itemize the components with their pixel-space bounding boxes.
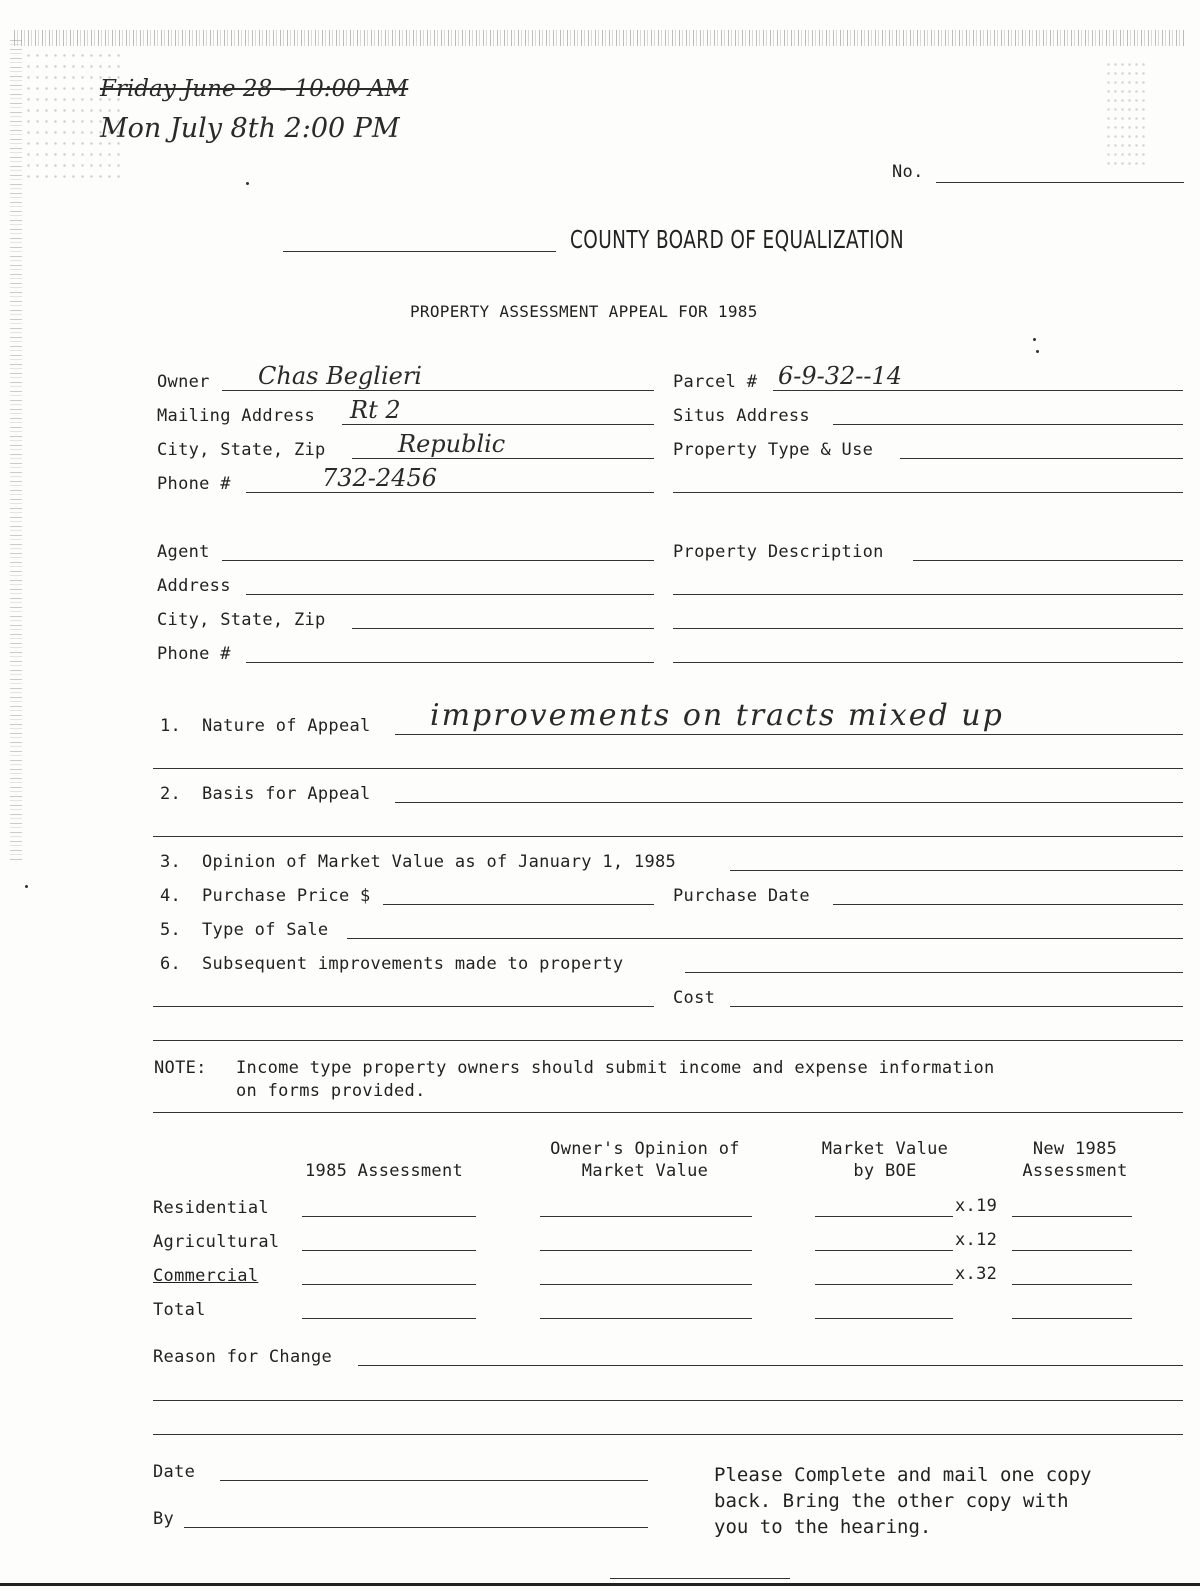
property-type-label: Property Type & Use — [673, 440, 874, 460]
phone-value: 732-2456 — [322, 464, 437, 492]
reason-for-change-label: Reason for Change — [153, 1347, 333, 1367]
nature-of-appeal-value: improvements on tracts mixed up — [430, 698, 1004, 733]
residential-owner-opinion-field[interactable] — [540, 1216, 752, 1217]
scan-noise-right — [1105, 60, 1145, 170]
mailing-instructions: Please Complete and mail one copy back. Bring the other copy with you to the hearing. — [714, 1464, 1092, 1538]
type-of-sale-field[interactable] — [347, 938, 1183, 939]
parcel-label: Parcel # — [673, 372, 758, 392]
reason-for-change-field-2[interactable] — [153, 1400, 1183, 1401]
situs-address-label: Situs Address — [673, 406, 810, 426]
commercial-owner-opinion-field[interactable] — [540, 1284, 752, 1285]
q3-number: 3. — [160, 852, 182, 872]
property-description-field-2[interactable] — [673, 594, 1183, 595]
property-type-field[interactable] — [900, 458, 1183, 459]
speck — [1033, 338, 1036, 341]
date-label: Date — [153, 1462, 196, 1482]
agricultural-assessment-field[interactable] — [302, 1250, 476, 1251]
mailing-address-field[interactable] — [342, 424, 654, 425]
owner-field[interactable] — [222, 390, 654, 391]
city-state-zip-label: City, State, Zip — [157, 440, 326, 460]
commercial-boe-field[interactable] — [815, 1284, 953, 1285]
residential-factor: x.19 — [955, 1196, 998, 1216]
q6-label: Subsequent improvements made to property — [202, 954, 624, 974]
city-state-zip-value: Republic — [398, 430, 506, 458]
speck — [246, 182, 249, 185]
q3-label: Opinion of Market Value as of January 1, 1985 — [202, 852, 677, 872]
hearing-date: Mon July 8th 2:00 PM — [100, 113, 400, 144]
date-field[interactable] — [220, 1480, 648, 1481]
purchase-price-field[interactable] — [383, 904, 654, 905]
total-new-assessment-field[interactable] — [1012, 1318, 1132, 1319]
residential-boe-field[interactable] — [815, 1216, 953, 1217]
number-field[interactable] — [936, 182, 1184, 183]
cost-label: Cost — [673, 988, 716, 1008]
speck — [1036, 350, 1039, 353]
purchase-date-field[interactable] — [833, 904, 1183, 905]
col-owner-opinion-1: Owner's Opinion of — [550, 1139, 740, 1159]
nature-of-appeal-field-2[interactable] — [153, 768, 1183, 769]
county-name-field[interactable] — [283, 251, 556, 252]
situs-address-field[interactable] — [833, 424, 1183, 425]
total-boe-field[interactable] — [815, 1318, 953, 1319]
property-description-field-3[interactable] — [673, 628, 1183, 629]
reason-for-change-field-3[interactable] — [153, 1434, 1183, 1435]
agent-city-label: City, State, Zip — [157, 610, 326, 630]
owner-label: Owner — [157, 372, 210, 392]
form-subtitle: PROPERTY ASSESSMENT APPEAL FOR 1985 — [410, 302, 758, 321]
struck-hearing-date: Friday June 28 - 10:00 AM — [100, 76, 409, 102]
agent-address-field[interactable] — [246, 594, 654, 595]
agricultural-new-assessment-field[interactable] — [1012, 1250, 1132, 1251]
note-line-1: Income type property owners should submit income and expense information — [236, 1058, 995, 1078]
note-line-2: on forms provided. — [236, 1081, 426, 1101]
col-boe-1: Market Value — [821, 1139, 949, 1159]
agricultural-owner-opinion-field[interactable] — [540, 1250, 752, 1251]
q4-label: Purchase Price $ — [202, 886, 371, 906]
total-owner-opinion-field[interactable] — [540, 1318, 752, 1319]
q2-number: 2. — [160, 784, 182, 804]
cost-field[interactable] — [730, 1006, 1183, 1007]
col-new-1: New 1985 — [1032, 1139, 1118, 1159]
improvements-field-3[interactable] — [153, 1040, 1183, 1041]
row-label-residential: Residential — [153, 1198, 269, 1218]
q4-number: 4. — [160, 886, 182, 906]
q2-label: Basis for Appeal — [202, 784, 371, 804]
bottom-scan-line — [610, 1578, 790, 1579]
city-state-zip-field[interactable] — [352, 458, 654, 459]
parcel-value: 6-9-32--14 — [778, 362, 903, 390]
col-boe-2: by BOE — [853, 1161, 917, 1181]
agent-address-label: Address — [157, 576, 231, 596]
owner-value: Chas Beglieri — [258, 362, 422, 390]
speck — [25, 885, 28, 888]
residential-new-assessment-field[interactable] — [1012, 1216, 1132, 1217]
row-label-commercial: Commercial — [153, 1266, 259, 1286]
mailing-address-label: Mailing Address — [157, 406, 316, 426]
agent-phone-label: Phone # — [157, 644, 231, 664]
row-label-agricultural: Agricultural — [153, 1232, 280, 1252]
mailing-address-value: Rt 2 — [350, 396, 401, 424]
residential-assessment-field[interactable] — [302, 1216, 476, 1217]
by-field[interactable] — [184, 1527, 648, 1528]
note-label: NOTE: — [154, 1058, 207, 1078]
agent-city-field[interactable] — [352, 628, 654, 629]
q5-number: 5. — [160, 920, 182, 940]
agricultural-factor: x.12 — [955, 1230, 998, 1250]
col-1985-assessment: 1985 Assessment — [305, 1161, 464, 1181]
property-type-field-2[interactable] — [673, 492, 1183, 493]
basis-for-appeal-field[interactable] — [395, 802, 1183, 803]
scan-noise-top — [14, 30, 1184, 46]
agent-label: Agent — [157, 542, 210, 562]
note-divider — [153, 1112, 1183, 1113]
property-description-field-4[interactable] — [673, 662, 1183, 663]
opinion-market-value-field[interactable] — [730, 870, 1183, 871]
commercial-assessment-field[interactable] — [302, 1284, 476, 1285]
page-bottom-edge — [0, 1583, 1200, 1586]
total-assessment-field[interactable] — [302, 1318, 476, 1319]
col-owner-opinion-2: Market Value — [581, 1161, 709, 1181]
agent-phone-field[interactable] — [246, 662, 654, 663]
nature-of-appeal-field[interactable] — [395, 734, 1183, 735]
number-label: No. — [892, 162, 924, 182]
board-title: COUNTY BOARD OF EQUALIZATION — [570, 225, 905, 254]
row-label-total: Total — [153, 1300, 206, 1320]
phone-field[interactable] — [246, 492, 654, 493]
parcel-field[interactable] — [773, 390, 1183, 391]
q1-number: 1. — [160, 716, 182, 736]
property-description-label: Property Description — [673, 542, 884, 562]
q1-label: Nature of Appeal — [202, 716, 371, 736]
agricultural-boe-field[interactable] — [815, 1250, 953, 1251]
reason-for-change-field[interactable] — [358, 1365, 1183, 1366]
commercial-factor: x.32 — [955, 1264, 998, 1284]
by-label: By — [153, 1509, 175, 1529]
improvements-field[interactable] — [685, 972, 1183, 973]
scan-noise-left — [10, 40, 22, 860]
agent-field[interactable] — [222, 560, 654, 561]
improvements-field-2[interactable] — [153, 1006, 654, 1007]
purchase-date-label: Purchase Date — [673, 886, 810, 906]
phone-label: Phone # — [157, 474, 231, 494]
col-new-2: Assessment — [1022, 1161, 1128, 1181]
commercial-new-assessment-field[interactable] — [1012, 1284, 1132, 1285]
q5-label: Type of Sale — [202, 920, 329, 940]
q6-number: 6. — [160, 954, 182, 974]
property-description-field[interactable] — [913, 560, 1183, 561]
basis-for-appeal-field-2[interactable] — [153, 836, 1183, 837]
